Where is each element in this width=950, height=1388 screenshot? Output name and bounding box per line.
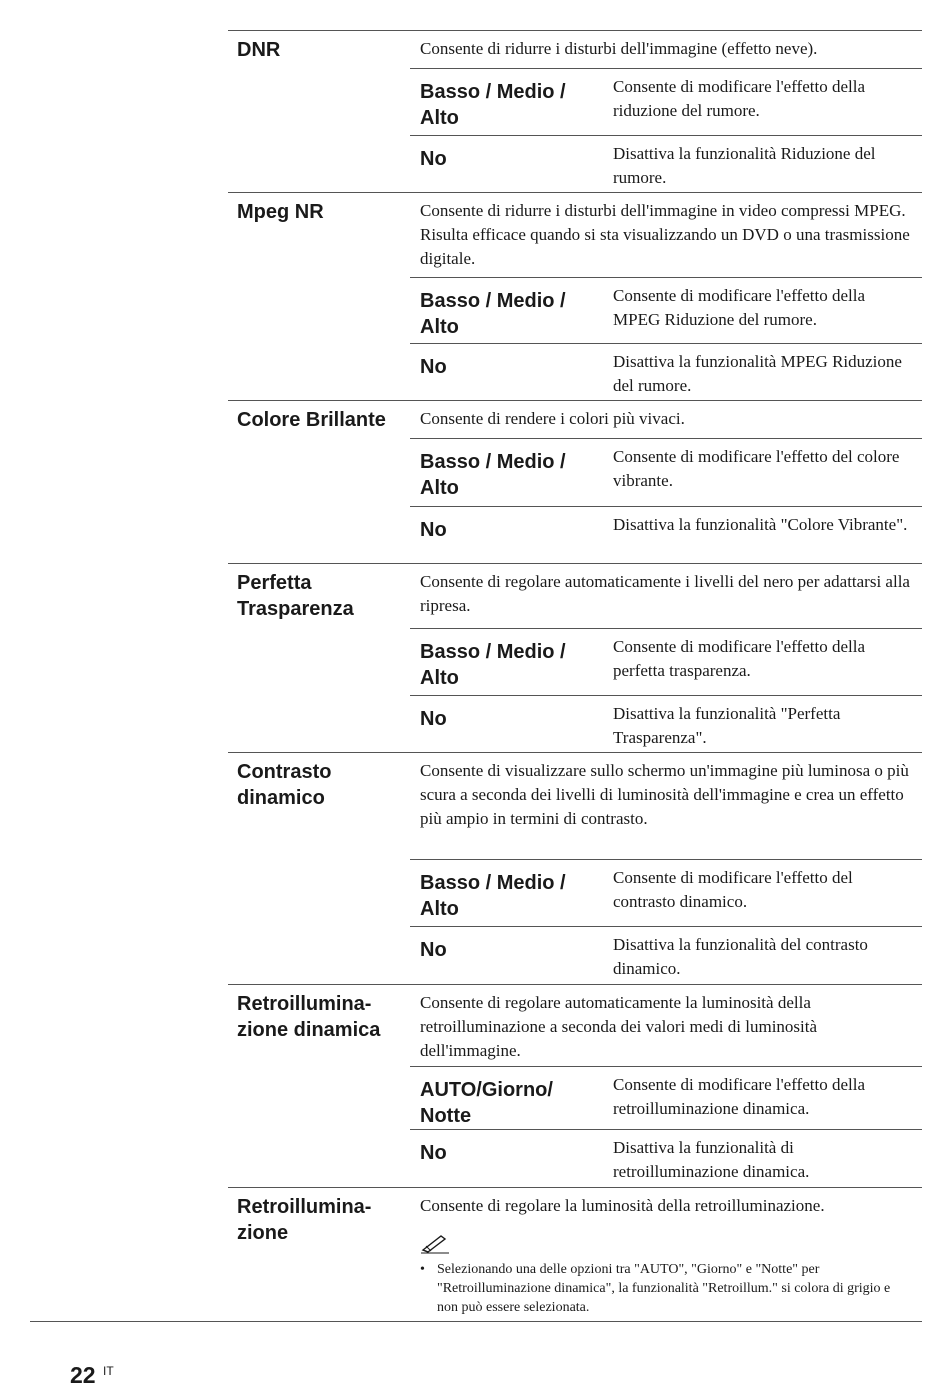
setting-retroilluminazione-dinamica — [228, 984, 922, 1188]
bottom-divider — [30, 1321, 922, 1322]
option-description: Disattiva la funzionalità "Colore Vibrante". — [613, 515, 908, 534]
option-description: Consente di modificare l'effetto della MPEG Riduzione del rumore. — [613, 286, 865, 329]
option-row — [410, 68, 922, 136]
setting-colore-brillante — [228, 400, 922, 564]
setting-label: Retroillumina-zione dinamica — [237, 993, 381, 1041]
option-row — [410, 926, 922, 986]
option-description: Disattiva la funzionalità "Perfetta Trasparenza". — [613, 704, 841, 747]
option-description: Disattiva la funzionalità Riduzione del rumore. — [613, 144, 876, 187]
option-description: Consente di modificare l'effetto della retroilluminazione dinamica. — [613, 1075, 865, 1118]
option-row — [410, 277, 922, 344]
setting-mpeg-nr — [228, 192, 922, 401]
setting-label: Contrasto dinamico — [237, 761, 332, 809]
setting-description: Consente di regolare automaticamente la luminosità della retroilluminazione a seconda dei valori medi di luminosità dell'immagine. — [420, 993, 818, 1060]
setting-label: Colore Brillante — [237, 409, 386, 431]
option-row — [410, 343, 922, 402]
option-row — [410, 1066, 922, 1130]
setting-label: DNR — [237, 39, 281, 61]
option-name: No — [420, 519, 447, 541]
note-text: Selezionando una delle opzioni tra "AUTO", "Giorno" e "Notte" per "Retroilluminazione dinamica", la funzionalità "Retroillum." si colora di grigio e non può essere selezionata. — [437, 1262, 891, 1315]
option-description: Consente di modificare l'effetto della riduzione del rumore. — [613, 77, 865, 120]
setting-description: Consente di regolare automaticamente i livelli del nero per adattarsi alla ripresa. — [420, 572, 910, 615]
option-name: Basso / Medio / Alto — [420, 81, 566, 129]
option-name: No — [420, 1142, 447, 1164]
option-name: No — [420, 356, 447, 378]
page-number: 22 — [70, 1362, 96, 1388]
option-description: Consente di modificare l'effetto della perfetta trasparenza. — [613, 637, 865, 680]
option-row — [410, 438, 922, 507]
setting-label: Retroillumina-zione — [237, 1196, 372, 1244]
option-row — [410, 506, 922, 565]
option-row — [410, 628, 922, 696]
option-name: AUTO/Giorno/ Notte — [420, 1079, 553, 1127]
option-description: Disattiva la funzionalità di retroilluminazione dinamica. — [613, 1138, 810, 1181]
setting-description: Consente di rendere i colori più vivaci. — [420, 409, 685, 428]
option-name: Basso / Medio / Alto — [420, 451, 566, 499]
option-name: Basso / Medio / Alto — [420, 872, 566, 920]
pencil-note-icon — [420, 1232, 450, 1254]
setting-perfetta-trasparenza — [228, 563, 922, 753]
note-item — [420, 1260, 910, 1317]
setting-label: Perfetta Trasparenza — [237, 572, 354, 620]
page-language-code: IT — [103, 1364, 114, 1378]
setting-retroilluminazione — [228, 1187, 922, 1322]
setting-dnr — [228, 30, 922, 193]
option-name: Basso / Medio / Alto — [420, 290, 566, 338]
option-description: Consente di modificare l'effetto del colore vibrante. — [613, 447, 900, 490]
setting-label: Mpeg NR — [237, 201, 324, 223]
option-row — [410, 135, 922, 194]
option-name: No — [420, 708, 447, 730]
bullet-marker: • — [420, 1262, 425, 1277]
option-row — [410, 1129, 922, 1189]
option-description: Disattiva la funzionalità MPEG Riduzione del rumore. — [613, 352, 902, 395]
setting-description: Consente di regolare la luminosità della retroilluminazione. — [420, 1196, 825, 1215]
option-row — [410, 695, 922, 754]
option-description: Disattiva la funzionalità del contrasto dinamico. — [613, 935, 868, 978]
setting-description: Consente di visualizzare sullo schermo un'immagine più luminosa o più scura a seconda dei livelli di luminosità dell'immagine e crea un effetto più ampio in termini di contrasto. — [420, 761, 909, 828]
option-name: No — [420, 148, 447, 170]
setting-description: Consente di ridurre i disturbi dell'immagine (effetto neve). — [420, 39, 818, 58]
option-row — [410, 859, 922, 927]
option-name: No — [420, 939, 447, 961]
option-name: Basso / Medio / Alto — [420, 641, 566, 689]
setting-contrasto-dinamico — [228, 752, 922, 985]
option-description: Consente di modificare l'effetto del contrasto dinamico. — [613, 868, 853, 911]
setting-description: Consente di ridurre i disturbi dell'immagine in video compressi MPEG. Risulta efficace quando si sta visualizzando un DVD o una trasmissione digitale. — [420, 201, 910, 268]
